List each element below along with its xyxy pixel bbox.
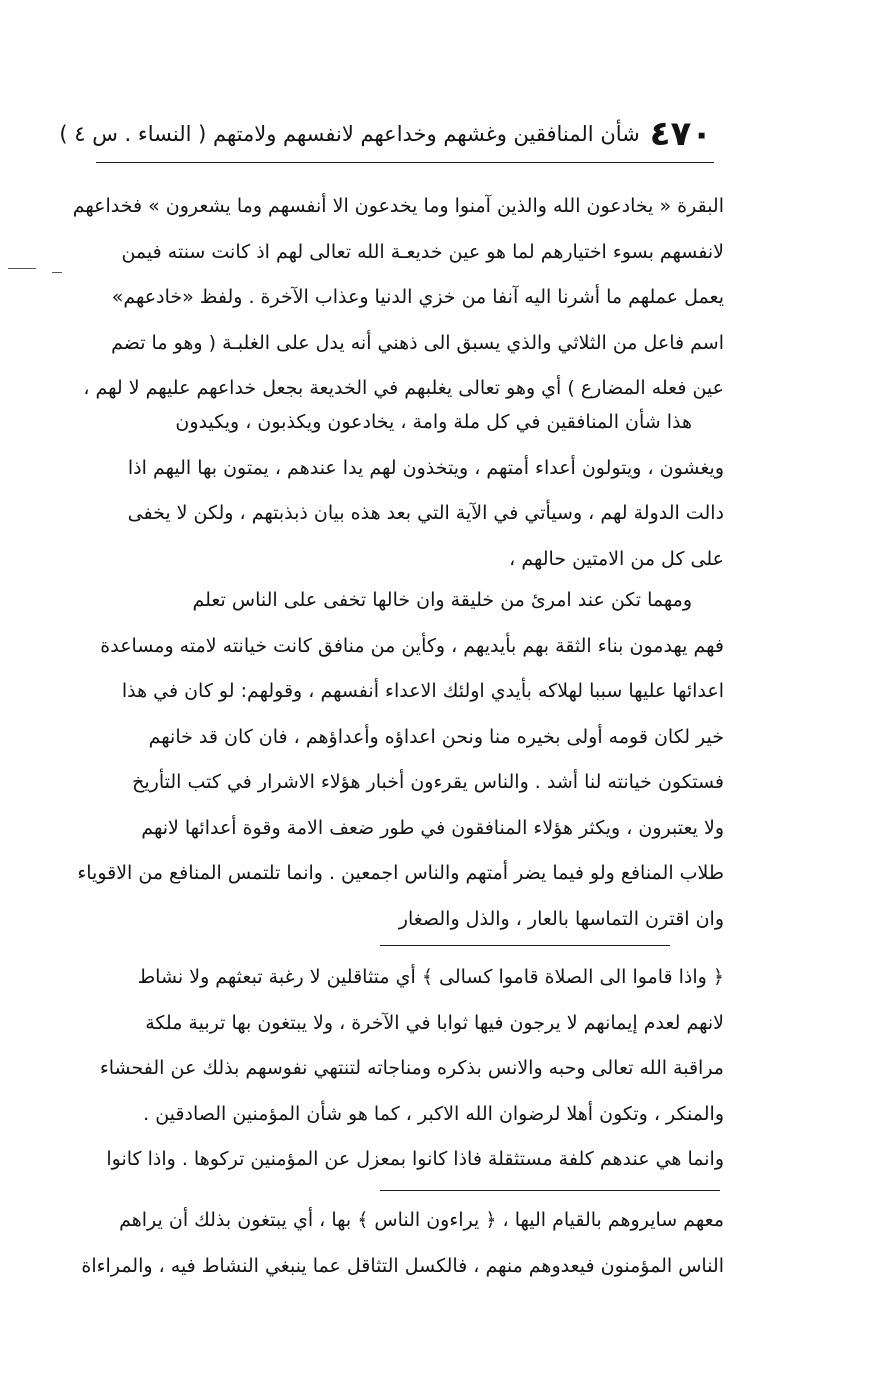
text-line: لانهم لعدم إيمانهم لا يرجون فيها ثوابا في الآخرة ، ولا يبتغون بها تربية ملكة — [145, 1011, 724, 1034]
text-line: مراقبة الله تعالى وحبه والانس بذكره ومناجاته لتنتهي نفوسهم بذلك عن الفحشاء — [99, 1057, 724, 1079]
text-line: ﴿ واذا قاموا الى الصلاة قاموا كسالى ﴾ أي متثاقلين لا رغبة تبعثهم ولا نشاط — [137, 966, 724, 988]
running-header — [59, 108, 712, 160]
text-line: اسم فاعل من الثلاثي والذي يسبق الى ذهني أنه يدل على الغلبـة ( وهو ما تضم — [111, 331, 724, 354]
paragraph-4 — [70, 955, 724, 1183]
section-rule — [380, 945, 670, 946]
paragraph-1 — [70, 184, 724, 412]
header-title: شأن المنافقين وغشهم وخداعهم لانفسهم ولامتهم ( النساء . س ٤ ) — [59, 122, 640, 146]
text-line: معهم سايروهم بالقيام اليها ، ﴿ يراءون الناس ﴾ بها ، أي يبتغون بذلك أن يراهم — [119, 1209, 724, 1231]
section-rule — [380, 1190, 720, 1191]
text-line: الناس المؤمنون فيعدوهم منهم ، فالكسل التثاقل عما ينبغي النشاط فيه ، والمراءاة — [81, 1254, 724, 1277]
text-line: ولا يعتبرون ، ويكثر هؤلاء المنافقون في طور ضعف الامة وقوة أعدائها لانهم — [141, 816, 724, 839]
scan-speck — [8, 268, 36, 269]
scan-speck — [52, 272, 62, 273]
paragraph-3 — [70, 578, 724, 942]
text-line: دالت الدولة لهم ، وسيأتي في الآية التي بعد هذه بيان ذبذبتهم ، ولكن لا يخفى — [127, 502, 724, 524]
text-line: على كل من الامتين حالهم ، — [509, 547, 724, 570]
text-line: طلاب المنافع ولو فيما يضر أمتهم والناس اجمعين . وانما تلتمس المنافع من الاقوياء — [77, 862, 724, 884]
paragraph-5 — [70, 1198, 724, 1289]
text-line: فهم يهدمون بناء الثقة بهم بأيديهم ، وكأين من منافق كانت خيانته لامته ومساعدة — [100, 634, 724, 657]
header-rule — [96, 162, 714, 163]
text-line: فستكون خيانته لنا أشد . والناس يقرءون أخبار هؤلاء الاشرار في كتب التأريخ — [132, 771, 724, 793]
text-line: لانفسهم بسوء اختيارهم لما هو عين خديعـة الله تعالى لهم اذ كانت سنته فيمن — [121, 240, 724, 263]
poetry-verse: ومهما تكن عند امرئ من خليقة وان خالها تخفى على الناس تعلم — [192, 589, 692, 611]
text-line: وان اقترن التماسها بالعار ، والذل والصغار — [398, 907, 724, 930]
paragraph-2 — [70, 400, 724, 582]
text-line: البقرة « يخادعون الله والذين آمنوا وما يخدعون الا أنفسهم وما يشعرون » فخداعهم — [72, 195, 724, 217]
text-line: يعمل عملهم ما أشرنا اليه آنفا من خزي الدنيا وعذاب الآخرة . ولفظ «خادعهم» — [111, 286, 724, 308]
text-line: اعدائها عليها سببا لهلاكه بأيدي اولئك الاعداء أنفسهم ، وقولهم: لو كان في هذا — [121, 680, 724, 702]
text-line: ويغشون ، ويتولون أعداء أمتهم ، ويتخذون لهم يدا عندهم ، يمتون بها اليهم اذا — [127, 456, 724, 479]
text-line: هذا شأن المنافقين في كل ملة وامة ، يخادعون ويكذبون ، ويكيدون — [175, 411, 692, 433]
text-line: عين فعله المضارع ) أي وهو تعالى يغلبهم في الخديعة بجعل خداعهم عليهم لا لهم ، — [83, 377, 724, 399]
text-line: خير لكان قومه أولى بخيره منا ونحن اعداؤه وأعداؤهم ، فان كان قد خانهم — [148, 725, 724, 748]
text-line: وانما هي عندهم كلفة مستثقلة فاذا كانوا بمعزل عن المؤمنين تركوها . واذا كانوا — [106, 1148, 724, 1170]
page-number: ٤٧٠ — [649, 114, 712, 154]
text-line: والمنكر ، وتكون أهلا لرضوان الله الاكبر ، كما هو شأن المؤمنين الصادقين . — [143, 1102, 724, 1125]
